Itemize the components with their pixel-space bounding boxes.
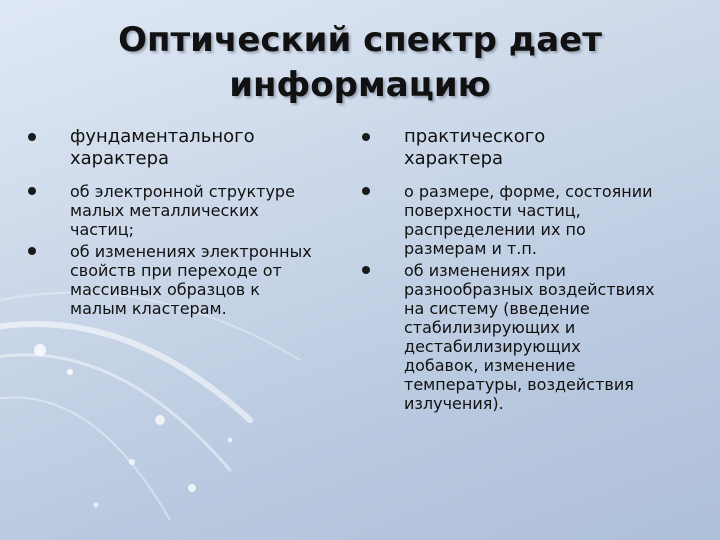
list-item-line: малых металлических	[70, 201, 259, 220]
list-item	[362, 261, 692, 413]
list-item-line: малым кластерам.	[70, 299, 227, 318]
list-item-line: об изменениях при	[404, 261, 566, 280]
left-column-list	[28, 126, 348, 331]
list-item-line: частиц;	[70, 220, 135, 239]
list-item-line: о размере, форме, состоянии	[404, 182, 653, 201]
right-heading-line: практического	[404, 126, 546, 147]
list-item-line: об электронной структуре	[70, 182, 295, 201]
right-column-list	[362, 126, 692, 426]
list-item-line: об изменениях электронных	[70, 242, 312, 261]
right-heading-line: характера	[404, 148, 504, 169]
list-item-line: разнообразных воздействиях	[404, 280, 655, 299]
list-item-line: распределении их по	[404, 220, 586, 239]
list-item-line: температуры, воздействия	[404, 375, 634, 394]
bullet-dot-icon	[362, 187, 370, 195]
bullet-dot-icon	[362, 133, 370, 141]
list-item-line: массивных образцов к	[70, 280, 260, 299]
list-item-line: свойств при переходе от	[70, 261, 282, 280]
list-item-line: размерам и т.п.	[404, 239, 537, 258]
bullet-dot-icon	[28, 133, 36, 141]
bullet-dot-icon	[362, 266, 370, 274]
list-item	[28, 182, 348, 239]
list-item-line: на систему (введение	[404, 299, 590, 318]
left-heading-line: характера	[70, 148, 170, 169]
slide-title	[60, 18, 660, 108]
list-item	[362, 182, 692, 258]
left-heading	[28, 126, 348, 170]
list-item-line: добавок, изменение	[404, 356, 576, 375]
list-item-line: поверхности частиц,	[404, 201, 581, 220]
title-line-2: информацию	[229, 65, 491, 105]
title-line-1: Оптический спектр дает	[118, 20, 602, 60]
list-item-line: излучения).	[404, 394, 504, 413]
list-item	[28, 242, 348, 318]
bullet-dot-icon	[28, 247, 36, 255]
right-heading	[362, 126, 692, 170]
left-heading-line: фундаментального	[70, 126, 255, 147]
list-item-line: дестабилизирующих	[404, 337, 581, 356]
list-item-line: стабилизирующих и	[404, 318, 576, 337]
bullet-dot-icon	[28, 187, 36, 195]
